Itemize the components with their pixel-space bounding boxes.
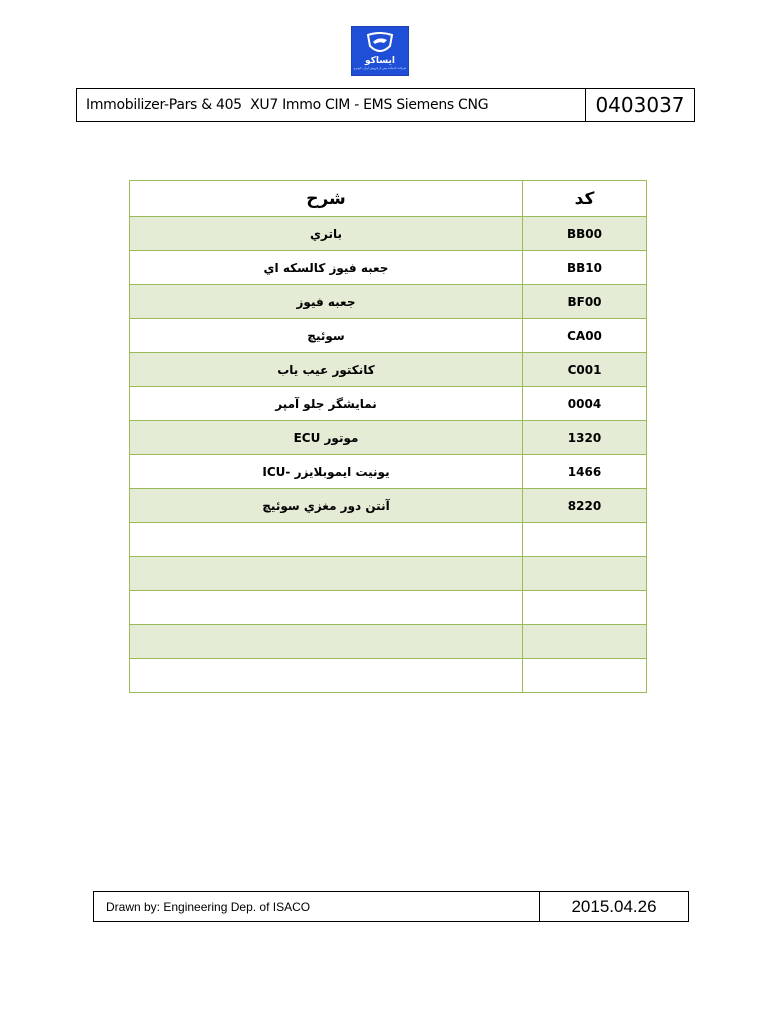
document-footer [93, 891, 689, 922]
row-code [523, 625, 647, 659]
row-description [130, 557, 523, 591]
code-column-header: کد [523, 181, 647, 217]
table-row [130, 319, 647, 353]
document-number: 0403037 [585, 89, 694, 121]
row-code [523, 523, 647, 557]
row-code: 1466 [523, 455, 647, 489]
row-description: آنتن دور مغزي سوئيچ [130, 489, 523, 523]
table-row [130, 557, 647, 591]
row-code: BB00 [523, 217, 647, 251]
row-code: C001 [523, 353, 647, 387]
table-row [130, 353, 647, 387]
row-description: سوئيچ [130, 319, 523, 353]
table-header-row [130, 181, 647, 217]
row-description [130, 659, 523, 693]
logo-wordmark: ایساکو [365, 56, 395, 66]
table-row [130, 659, 647, 693]
table-row [130, 523, 647, 557]
row-description [130, 625, 523, 659]
row-code: 0004 [523, 387, 647, 421]
table-row [130, 489, 647, 523]
table-row [130, 455, 647, 489]
description-column-header: شرح [130, 181, 523, 217]
row-code [523, 659, 647, 693]
table-row [130, 251, 647, 285]
row-description: جعبه فيوز كالسكه اي [130, 251, 523, 285]
car-emblem-icon [365, 32, 395, 56]
table-row [130, 625, 647, 659]
drawn-by-label: Drawn by: Engineering Dep. of ISACO [106, 899, 311, 914]
row-description: كانكتور عيب ياب [130, 353, 523, 387]
row-description: جعبه فيوز [130, 285, 523, 319]
row-code: 8220 [523, 489, 647, 523]
table-row [130, 387, 647, 421]
row-code: 1320 [523, 421, 647, 455]
row-code [523, 591, 647, 625]
row-description: نمايشگر جلو آمپر [130, 387, 523, 421]
row-code: BB10 [523, 251, 647, 285]
table-row [130, 591, 647, 625]
row-code [523, 557, 647, 591]
row-description: يونيت ايموبلايزر -ICU [130, 455, 523, 489]
row-description: موتور ECU [130, 421, 523, 455]
document-date: 2015.04.26 [539, 892, 688, 921]
row-code: BF00 [523, 285, 647, 319]
table-row [130, 285, 647, 319]
document-title: Immobilizer-Pars & 405 XU7 Immo CIM - EMS Siemens CNG [86, 97, 489, 113]
table-row [130, 421, 647, 455]
isaco-logo [351, 26, 409, 76]
table-row [130, 217, 647, 251]
connector-code-table [129, 180, 647, 693]
row-description: باتري [130, 217, 523, 251]
logo-subtext: شرکت خدمات پس از فروش ایران خودرو [353, 66, 407, 70]
row-description [130, 523, 523, 557]
row-code: CA00 [523, 319, 647, 353]
document-header [76, 88, 695, 122]
row-description [130, 591, 523, 625]
